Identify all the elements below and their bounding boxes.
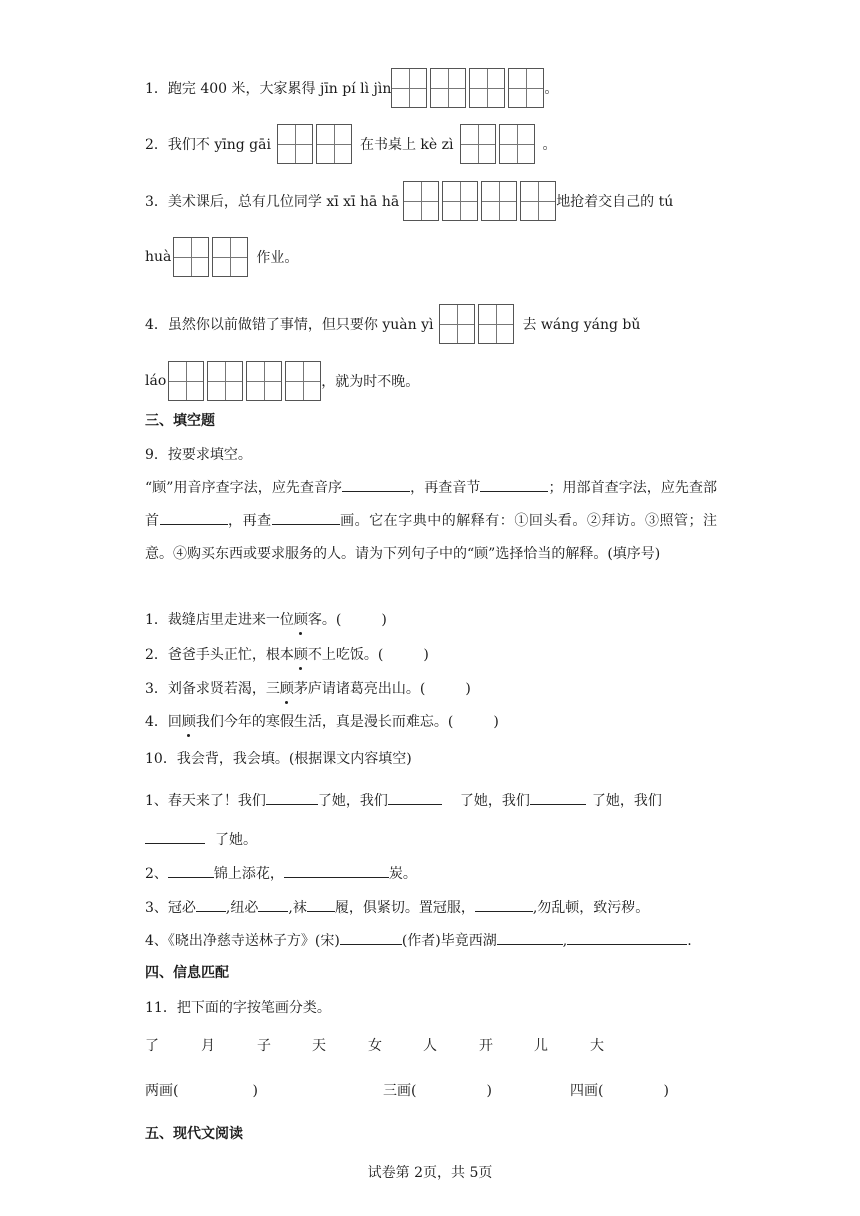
item-3-text: 3．美术课后，总有几位同学 xī xī hā hā xyxy=(145,194,400,210)
item-3-line2-text: huà xyxy=(145,249,172,265)
item-4-line2-end: ，就为时不晚。 xyxy=(321,374,420,390)
blank-field[interactable] xyxy=(567,929,687,945)
blank-field[interactable] xyxy=(480,476,548,492)
char-item: 儿 xyxy=(534,1038,548,1054)
q9-paragraph xyxy=(145,472,717,571)
answer-grid-1[interactable] xyxy=(391,68,544,108)
q9-item-4: 4．回顾我们今年的寒假生活，真是漫长而难忘。( ) xyxy=(145,714,499,730)
q10-line-4: 4、《晓出净慈寺送林子方》(宋) (作者)毕竟西湖 , . xyxy=(145,929,692,951)
pinyin-item-3 xyxy=(145,181,673,221)
item-4-after: 去 wáng yáng bǔ xyxy=(522,317,641,333)
blank-field[interactable] xyxy=(258,896,288,912)
tian-cell[interactable] xyxy=(168,361,204,401)
blank-field[interactable] xyxy=(145,828,205,844)
tian-cell[interactable] xyxy=(442,181,478,221)
answer-grid-4b[interactable] xyxy=(168,361,321,401)
pinyin-item-4-line2 xyxy=(145,361,419,401)
tian-cell[interactable] xyxy=(403,181,439,221)
item-2-text: 2．我们不 yīng gāi xyxy=(145,137,271,153)
blank-field[interactable] xyxy=(284,862,389,878)
tian-cell[interactable] xyxy=(499,124,535,164)
item-4-line2-text: láo xyxy=(145,373,167,389)
item-4-text: 4．虽然你以前做错了事情，但只要你 yuàn yì xyxy=(145,317,434,333)
tian-cell[interactable] xyxy=(285,361,321,401)
tian-cell[interactable] xyxy=(469,68,505,108)
item-1-text: 1．跑完 400 米，大家累得 jīn pí lì jìn xyxy=(145,81,392,97)
char-item: 女 xyxy=(368,1038,382,1054)
pinyin-item-3-line2 xyxy=(145,237,298,277)
q9-item-3: 3．刘备求贤若渴，三顾茅庐请诸葛亮出山。( ) xyxy=(145,681,471,697)
q10-line-2: 2、 锦上添花， 炭。 xyxy=(145,862,417,884)
blank-field[interactable] xyxy=(266,789,318,805)
q10-line-1b: 了她。 xyxy=(145,828,257,850)
q9-item-2: 2．爸爸手头正忙，根本顾不上吃饭。( ) xyxy=(145,647,429,663)
item-3-after: 地抢着交自己的 tú xyxy=(556,194,674,210)
q9-p3: ；用部首查字法，应先查部首 xyxy=(145,480,718,529)
answer-grid-2a[interactable] xyxy=(277,124,352,164)
pinyin-item-4 xyxy=(145,304,640,344)
char-item: 天 xyxy=(312,1038,326,1054)
blank-field[interactable] xyxy=(196,896,226,912)
q9-stem: 9．按要求填空。 xyxy=(145,447,252,463)
tian-cell[interactable] xyxy=(212,237,248,277)
q10-line-3: 3、冠必 ,纽必 ,袜 履，俱紧切。置冠服， ,勿乱顿，致污秽。 xyxy=(145,896,649,918)
answer-grid-2b[interactable] xyxy=(460,124,535,164)
item-1-end: 。 xyxy=(544,81,559,97)
blank-field[interactable] xyxy=(497,929,563,945)
answer-grid-4a[interactable] xyxy=(439,304,514,344)
q9-p4: ，再查 xyxy=(227,513,272,529)
char-item: 人 xyxy=(423,1038,437,1054)
pinyin-item-2 xyxy=(145,124,557,164)
tian-cell[interactable] xyxy=(391,68,427,108)
section-5-title: 五、现代文阅读 xyxy=(145,1126,243,1142)
blank-field[interactable] xyxy=(160,509,228,525)
section-3-title: 三、填空题 xyxy=(145,413,215,429)
q10-line-1: 1、春天来了！我们 了她，我们 了她，我们 了她，我们 xyxy=(145,789,662,811)
category-four-strokes: 四画( ) xyxy=(570,1083,669,1099)
blank-field[interactable] xyxy=(340,929,402,945)
tian-cell[interactable] xyxy=(207,361,243,401)
blank-field[interactable] xyxy=(388,789,442,805)
item-3-line2-end: 作业。 xyxy=(256,250,299,266)
q9-p5: 画。它在字典中的解释有：①回头看。②拜访。③照管；注意。④购买东西或要求服务的人。请为下列句子中的“顾”选择恰当的解释。(填序号) xyxy=(145,513,718,562)
category-two-strokes: 两画( ) xyxy=(145,1083,258,1099)
q9-item-1: 1．裁缝店里走进来一位顾客。( ) xyxy=(145,612,387,628)
category-three-strokes: 三画( ) xyxy=(383,1083,492,1099)
blank-field[interactable] xyxy=(307,896,335,912)
q10-stem: 10．我会背，我会填。(根据课文内容填空) xyxy=(145,751,412,767)
tian-cell[interactable] xyxy=(277,124,313,164)
char-item: 月 xyxy=(201,1038,215,1054)
tian-cell[interactable] xyxy=(481,181,517,221)
char-list xyxy=(145,1036,610,1056)
answer-grid-3a[interactable] xyxy=(403,181,556,221)
q9-p1: “顾”用音序查字法，应先查音序 xyxy=(145,480,343,496)
blank-field[interactable] xyxy=(342,476,410,492)
q11-stem: 11．把下面的字按笔画分类。 xyxy=(145,1000,331,1016)
tian-cell[interactable] xyxy=(478,304,514,344)
tian-cell[interactable] xyxy=(508,68,544,108)
tian-cell[interactable] xyxy=(460,124,496,164)
char-item: 子 xyxy=(257,1038,271,1054)
char-item: 了 xyxy=(145,1038,159,1054)
pinyin-item-1 xyxy=(145,68,558,108)
tian-cell[interactable] xyxy=(173,237,209,277)
tian-cell[interactable] xyxy=(439,304,475,344)
tian-cell[interactable] xyxy=(520,181,556,221)
tian-cell[interactable] xyxy=(430,68,466,108)
tian-cell[interactable] xyxy=(316,124,352,164)
answer-grid-3b[interactable] xyxy=(173,237,248,277)
item-2-end: 。 xyxy=(542,137,557,153)
blank-field[interactable] xyxy=(272,509,340,525)
page-footer: 试卷第 2页，共 5页 xyxy=(367,1165,493,1181)
item-2-mid: 在书桌上 kè zì xyxy=(359,137,454,153)
blank-field[interactable] xyxy=(530,789,586,805)
section-4-title: 四、信息匹配 xyxy=(145,965,229,981)
blank-field[interactable] xyxy=(475,896,533,912)
q9-p2: ，再查音节 xyxy=(410,480,481,496)
char-item: 大 xyxy=(590,1038,604,1054)
blank-field[interactable] xyxy=(168,862,214,878)
tian-cell[interactable] xyxy=(246,361,282,401)
char-item: 开 xyxy=(479,1038,493,1054)
